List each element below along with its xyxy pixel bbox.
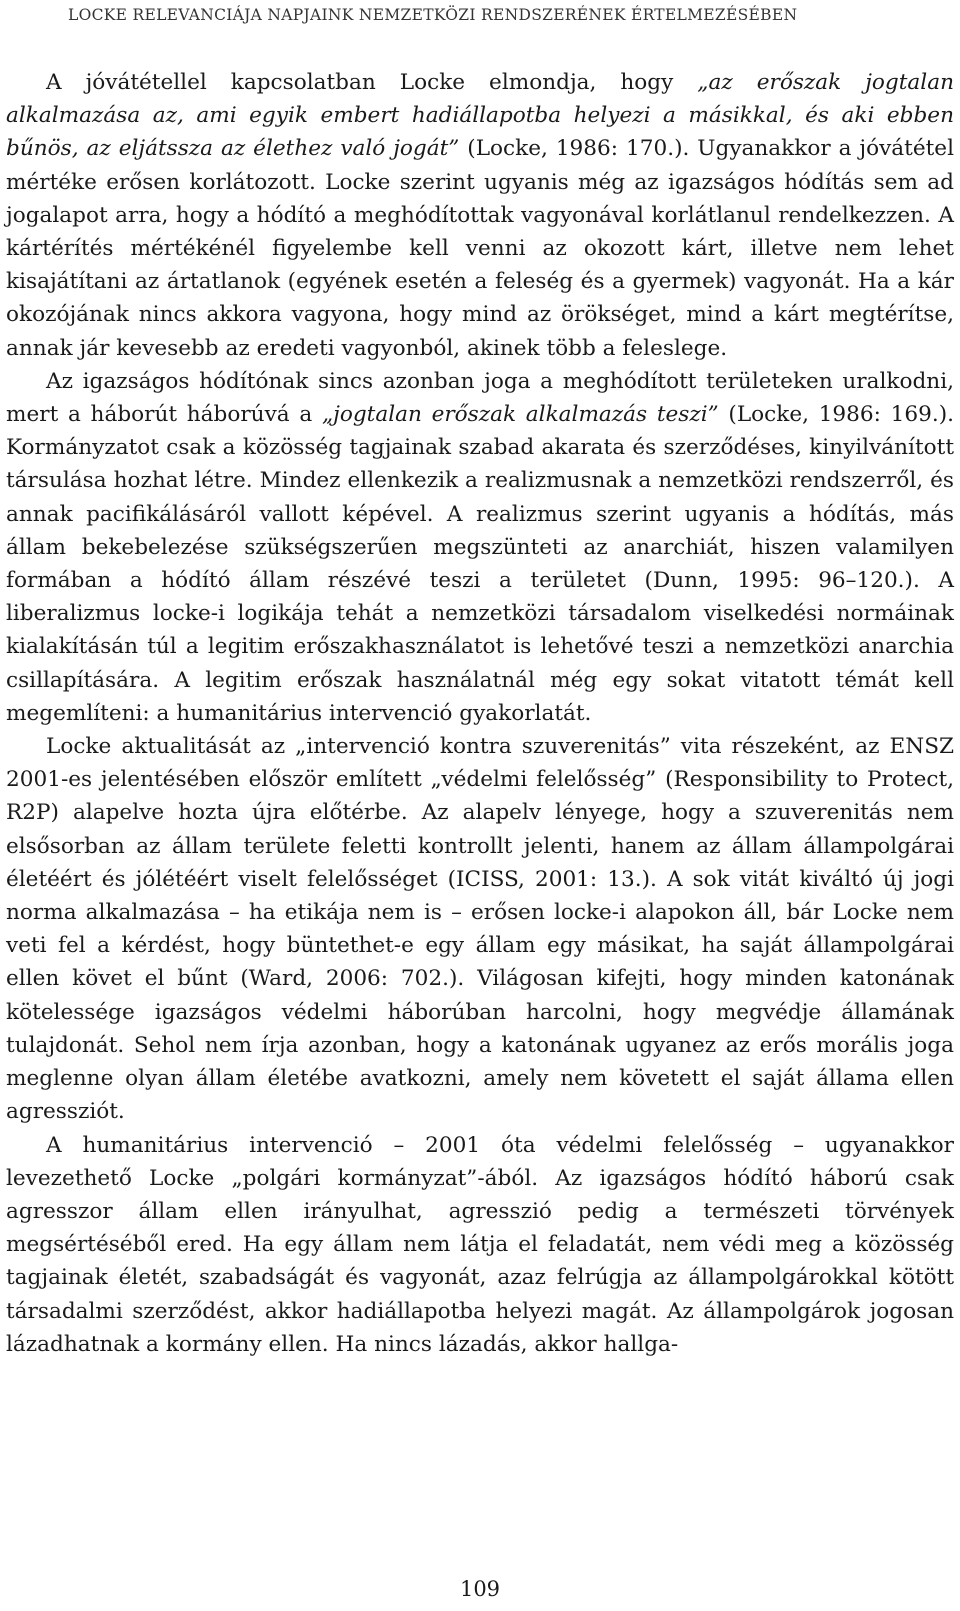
paragraph xyxy=(6,1129,954,1361)
paragraph xyxy=(6,730,954,1128)
text-run: (Locke, 1986: 169.). Kormányzatot csak a közösség tagjainak szabad akarata és szerződéses, kinyilvánított társulása hozhat létre. Mindez ellenkezik a realizmusnak a nemzetközi rendszerről, és annak pacifikálásáról vallott képével. A realizmus szerint ugyanis a hódítás, más állam bekebelezése szükségszerűen megszünteti az anarchiát, hiszen valamilyen formában a hódító állam részévé teszi a területet (Dunn, 1995: 96–120.). A liberalizmus locke-i logikája tehát a nemzetközi társadalom viselkedési normáinak kialakításán túl a legitim erőszakhasználatot is lehetővé teszi a nemzetközi anarchia csillapítására. A legitim erőszak használatnál még egy sokat vitatott témát kell megemlíteni: a humanitárius intervenció gyakorlatát. xyxy=(6,402,954,726)
quotation: „jogtalan erőszak alkalmazás teszi” xyxy=(321,402,719,428)
text-run: (Locke, 1986: 170.). Ugyanakkor a jóvátétel mértéke erősen korlátozott. Locke szerint ugyanis még az igazságos hódítás sem ad jogalapot arra, hogy a hódító a meghódítottak vagyonával korlátlanul rendelkezzen. A kártérítés mértékénél figyelembe kell venni az okozott kárt, illetve nem lehet kisajátítani az ártatlanok (egyének esetén a feleség és a gyermek) vagyonát. Ha a kár okozójának nincs akkora vagyona, hogy mind az örökséget, mind a kárt megtérítse, annak jár kevesebb az eredeti vagyonból, akinek több a feleslege. xyxy=(6,136,954,361)
text-run: Locke aktualitását az „intervenció kontra szuverenitás” vita részeként, az ENSZ 2001-es jelentésében először említett „védelmi felelősség” (Responsibility to Protect, R2P) alapelve hozta újra előtérbe. Az alapelv lényege, hogy a szuverenitás nem elsősorban az állam területe feletti kontrollt jelenti, hanem az állam állampolgárai életéért és jólétéért viselt felelősséget (ICISS, 2001: 13.). A sok vitát kiváltó új jogi norma alkalmazása – ha etikája nem is – erősen locke-i alapokon áll, bár Locke nem veti fel a kérdést, hogy büntethet-e egy állam egy másikat, ha saját állampolgárai ellen követ el bűnt (Ward, 2006: 702.). Világosan kifejti, hogy minden katonának kötelessége igazságos védelmi háborúban harcolni, hogy megvédje államának tulajdonát. Sehol nem írja azonban, hogy a katonának ugyanez az erős morális joga meglenne olyan állam életébe avatkozni, amely nem követett el saját állama ellen agressziót. xyxy=(6,734,954,1125)
running-header: LOCKE RELEVANCIÁJA NAPJAINK NEMZETKÖZI RENDSZERÉNEK ÉRTELMEZÉSÉBEN xyxy=(68,6,798,24)
paragraph xyxy=(6,365,954,730)
paragraph xyxy=(6,66,954,365)
text-run: A jóvátétellel kapcsolatban Locke elmondja, hogy xyxy=(46,70,698,95)
quotation: „az erőszak jogtalan alkalmazása az, ami egyik embert hadiállapotba helyezi a másikkal, és aki ebben bűnös, az eljátssza az élethez való jogát” xyxy=(6,70,954,162)
body-text xyxy=(6,66,954,1361)
text-run: A humanitárius intervenció – 2001 óta védelmi felelősség – ugyanakkor levezethető Locke „polgári kormányzat”-ából. Az igazságos hódító háború csak agresszor állam ellen irányulhat, agresszió pedig a természeti törvények megsértéséből ered. Ha egy állam nem látja el feladatát, nem védi meg a közösség tagjainak életét, szabadságát és vagyonát, azaz felrúgja az állampolgárokkal kötött társadalmi szerződést, akkor hadiállapotba helyezi magát. Az állampolgárok jogosan lázadhatnak a kormány ellen. Ha nincs lázadás, akkor hallga- xyxy=(6,1132,954,1357)
text-run: Az igazságos hódítónak sincs azonban joga a meghódított területeken uralkodni, mert a háborút háborúvá a xyxy=(6,368,954,428)
page-number: 109 xyxy=(459,1577,501,1601)
